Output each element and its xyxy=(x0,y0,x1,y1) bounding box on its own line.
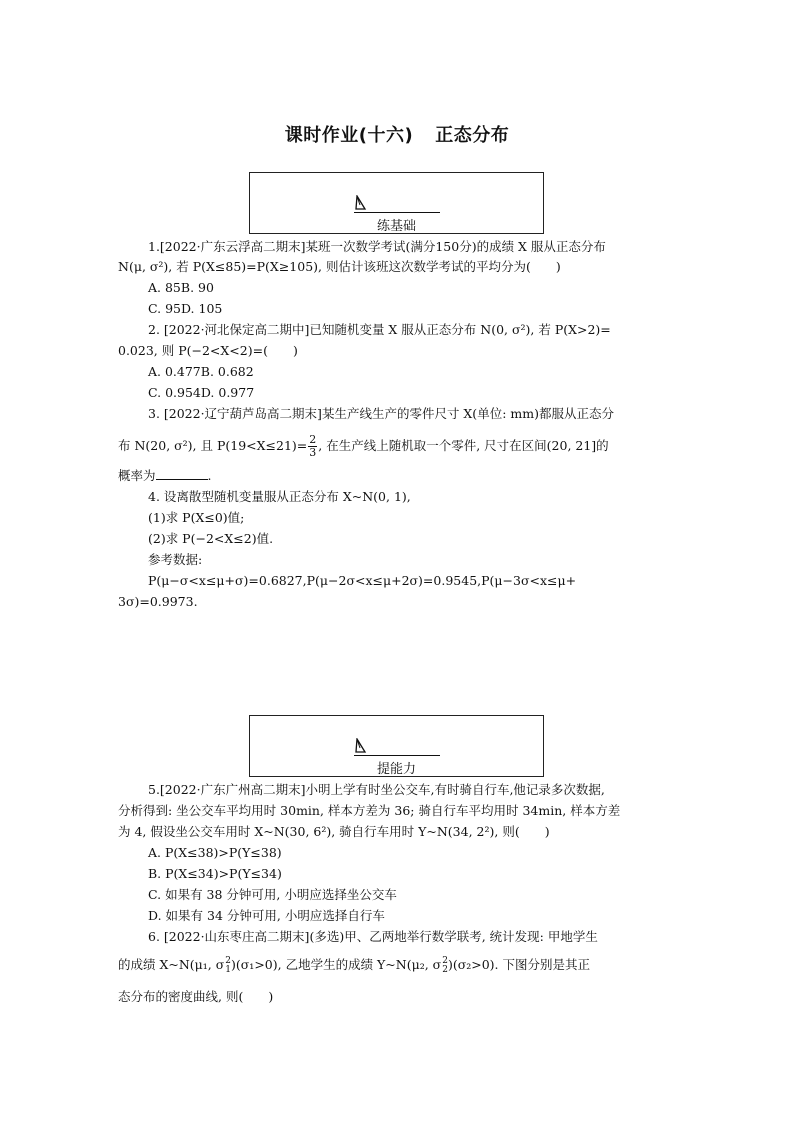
q3-fraction xyxy=(308,434,317,459)
q2-option-cd: C. 0.954D. 0.977 xyxy=(148,385,255,400)
q4-ref-label: 参考数据: xyxy=(148,552,203,567)
q6-line3: 态分布的密度曲线, 则( ) xyxy=(118,989,274,1004)
q3-line3-end: . xyxy=(207,468,212,483)
q1-option-cd: C. 95D. 105 xyxy=(148,301,223,316)
q2-option-ab: A. 0.477B. 0.682 xyxy=(148,364,254,379)
q3-line1: 3. [2022·辽宁葫芦岛高二期末]某生产线生产的零件尺寸 X(单位: mm)都服从正态分 xyxy=(148,406,614,421)
fraction-numerator: 2 xyxy=(309,433,317,446)
pencil-icon xyxy=(354,738,368,754)
subscript: 1 xyxy=(225,964,232,975)
q4-ref1: P(μ−σ<x≤μ+σ)=0.6827,P(μ−2σ<x≤μ+2σ)=0.9545,P(μ−3σ<x≤μ+ xyxy=(148,573,577,588)
q6-line1: 6. [2022·山东枣庄高二期末](多选)甲、乙两地举行数学联考, 统计发现: 甲地学生 xyxy=(148,929,598,944)
q4-sub1: (1)求 P(X≤0)值; xyxy=(148,510,245,525)
superscript: 2 xyxy=(442,955,448,966)
q4-sub2: (2)求 P(−2<X≤2)值. xyxy=(148,531,274,546)
q3-line3-text: 概率为 xyxy=(118,468,156,483)
q3-line2-start: 布 N(20, σ²), 且 P(19<X≤21)= xyxy=(118,438,308,453)
section-header-advanced xyxy=(249,715,544,777)
section-rule xyxy=(354,755,440,756)
q6-line2-middle: )(σ₁>0), 乙地学生的成绩 Y~N(μ₂, σ xyxy=(231,957,442,972)
page-title xyxy=(0,121,794,147)
q5-line2: 分析得到: 坐公交车平均用时 30min, 样本方差为 36; 骑自行车平均用时 34min, 样本方差 xyxy=(118,803,621,818)
q1-line2: N(μ, σ²), 若 P(X≤85)=P(X≥105), 则估计该班这次数学考试的平均分为( ) xyxy=(118,259,561,274)
q1-line1: 1.[2022·广东云浮高二期末]某班一次数学考试(满分150分)的成绩 X 服从正态分布 xyxy=(148,239,606,254)
superscript: 2 xyxy=(225,955,232,966)
section-label: 提能力 xyxy=(376,762,416,777)
q2-line1: 2. [2022·河北保定高二期中]已知随机变量 X 服从正态分布 N(0, σ²), 若 P(X>2)= xyxy=(148,322,611,337)
q4-ref2: 3σ)=0.9973. xyxy=(118,594,198,609)
pencil-icon xyxy=(354,195,368,211)
section-header-basic xyxy=(249,172,544,234)
q5-option-c: C. 如果有 38 分钟可用, 小明应选择坐公交车 xyxy=(148,887,397,902)
q2-line2: 0.023, 则 P(−2<X<2)=( ) xyxy=(118,343,298,358)
q5-option-b: B. P(X≤34)>P(Y≤34) xyxy=(148,866,282,881)
title-main: 课时作业(十六) xyxy=(284,125,414,146)
fraction-denominator: 3 xyxy=(309,446,317,459)
q5-option-a: A. P(X≤38)>P(Y≤38) xyxy=(148,845,282,860)
q5-option-d: D. 如果有 34 分钟可用, 小明应选择自行车 xyxy=(148,908,385,923)
q1-option-ab: A. 85B. 90 xyxy=(148,280,214,295)
q6-line2-end: )(σ₂>0). 下图分别是其正 xyxy=(447,957,590,972)
q5-line3: 为 4, 假设坐公交车用时 X~N(30, 6²), 骑自行车用时 Y~N(34, 2²), 则( ) xyxy=(118,824,550,839)
q3-line3 xyxy=(118,467,212,484)
section-rule xyxy=(354,212,440,213)
q5-line1: 5.[2022·广东广州高二期末]小明上学有时坐公交车,有时骑自行车,他记录多次数据, xyxy=(148,782,605,797)
subscript: 2 xyxy=(442,964,448,975)
section-label: 练基础 xyxy=(376,219,416,234)
q4-line1: 4. 设离散型随机变量服从正态分布 X~N(0, 1), xyxy=(148,489,411,504)
q3-line2-end: , 在生产线上随机取一个零件, 尺寸在区间(20, 21]的 xyxy=(318,438,609,453)
q6-line2 xyxy=(118,954,590,976)
q3-line2 xyxy=(118,432,609,460)
answer-blank[interactable] xyxy=(156,467,208,480)
q6-line2-start: 的成绩 X~N(μ₁, σ xyxy=(118,957,225,972)
title-topic: 正态分布 xyxy=(435,125,510,146)
